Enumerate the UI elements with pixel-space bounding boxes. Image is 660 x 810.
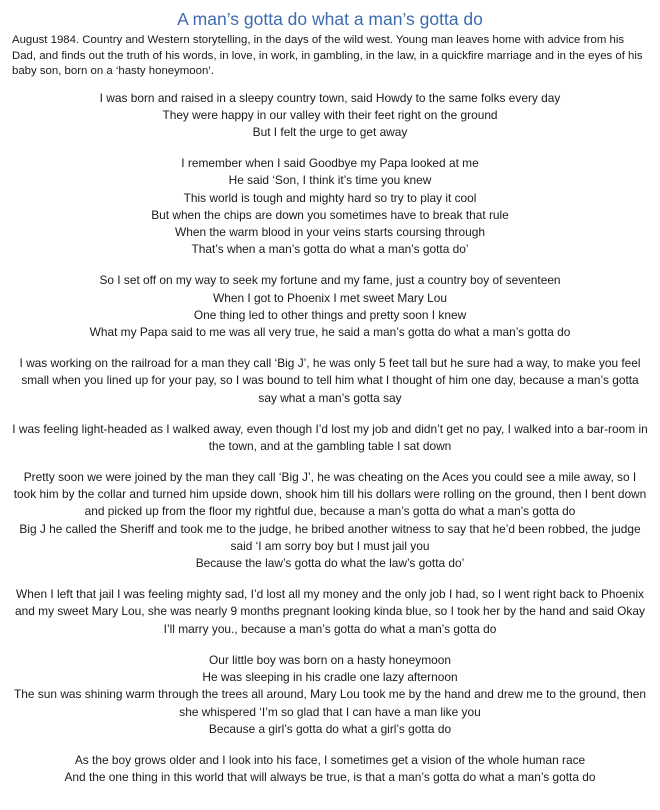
verse-5: [12, 421, 648, 456]
lyric-line: Because the law’s gotta do what the law’s gotta do’: [195, 556, 465, 571]
lyric-line: They were happy in our valley with their feet right on the ground: [162, 107, 498, 122]
lyric-line: What my Papa said to me was all very true, he said a man’s gotta do what a man’s gotta do: [89, 325, 571, 340]
lyric-line: This world is tough and mighty hard so try to play it cool: [183, 190, 477, 205]
verse-1: [12, 90, 648, 142]
lyric-line: I was working on the railroad for a man they call ‘Big J’, he was only 5 feet tall but he sure had a way, to make you feel small when you lined up for your pay, so I was bound to tell him what I thought of him one day, because a man’s gotta say what a man’s gotta say: [19, 356, 641, 405]
lyric-line: But when the chips are down you sometimes have to break that rule: [151, 207, 509, 222]
document-title: A man’s gotta do what a man’s gotta do: [177, 9, 483, 29]
verse-4: [12, 355, 648, 407]
lyric-line: Big J he called the Sheriff and took me to the judge, he bribed another witness to say that he’d been robbed, the judge said ‘I am sorry boy but I must jail you: [19, 521, 641, 553]
verse-7: [12, 586, 648, 638]
lyric-line: That’s when a man’s gotta do what a man’s gotta do’: [191, 242, 469, 257]
lyric-line: I was born and raised in a sleepy country town, said Howdy to the same folks every day: [99, 90, 561, 105]
lyric-line: One thing led to other things and pretty soon I knew: [193, 307, 467, 322]
lyric-line: I was feeling light-headed as I walked away, even though I’d lost my job and didn’t get no pay, I walked into a bar-room in the town, and at the gambling table I sat down: [12, 421, 648, 453]
verse-3: [12, 272, 648, 341]
lyric-line: As the boy grows older and I look into his face, I sometimes get a vision of the whole human race: [74, 752, 586, 767]
lyric-line: When I left that jail I was feeling mighty sad, I’d lost all my money and the only job I had, so I went right back to Phoenix and my sweet Mary Lou, she was nearly 9 months pregnant looking kinda blue, so I took her by the hand and said Okay I’ll marry you., because a man’s gotta do what a man’s gotta do: [15, 587, 645, 636]
lyric-line: The sun was shining warm through the trees all around, Mary Lou took me by the hand and drew me to the ground, then she whispered ‘I’m so glad that I can have a man like you: [14, 687, 646, 719]
lyrics: [12, 90, 648, 787]
lyric-line: Pretty soon we were joined by the man they call ‘Big J’, he was cheating on the Aces you could see a mile away, so I took him by the collar and turned him upside down, shook him till his dollars were rolling on the ground, then I bent down and picked up from the floor my rightful due, because a man’s gotta do what a man’s gotta do: [13, 469, 647, 519]
verse-6: [12, 469, 648, 573]
verse-2: [12, 155, 648, 259]
lyric-line: I remember when I said Goodbye my Papa looked at me: [181, 155, 479, 170]
lyric-line: When the warm blood in your veins starts coursing through: [175, 225, 485, 240]
verse-8: [12, 652, 648, 738]
lyric-line: So I set off on my way to seek my fortune and my fame, just a country boy of seventeen: [99, 273, 561, 288]
lyric-line: But I felt the urge to get away: [252, 125, 408, 140]
lyric-line: And the one thing in this world that will always be true, is that a man’s gotta do what a man’s gotta do: [64, 770, 596, 785]
lyric-line: When I got to Phoenix I met sweet Mary Lou: [213, 290, 447, 305]
intro-paragraph: August 1984. Country and Western storytelling, in the days of the wild west. Young man leaves home with advice from his Dad, and finds out the truth of his words, in love, in work, in gambling, in the law, in a quickfire marriage and in the eyes of his baby son, born on a ‘hasty honeymoon’.: [12, 34, 643, 77]
lyric-line: He was sleeping in his cradle one lazy afternoon: [202, 669, 458, 684]
lyric-line: Our little boy was born on a hasty honeymoon: [209, 652, 451, 667]
verse-9: [12, 752, 648, 787]
lyric-line: He said ‘Son, I think it’s time you knew: [228, 173, 432, 188]
lyric-line: Because a girl’s gotta do what a girl’s gotta do: [208, 721, 452, 736]
